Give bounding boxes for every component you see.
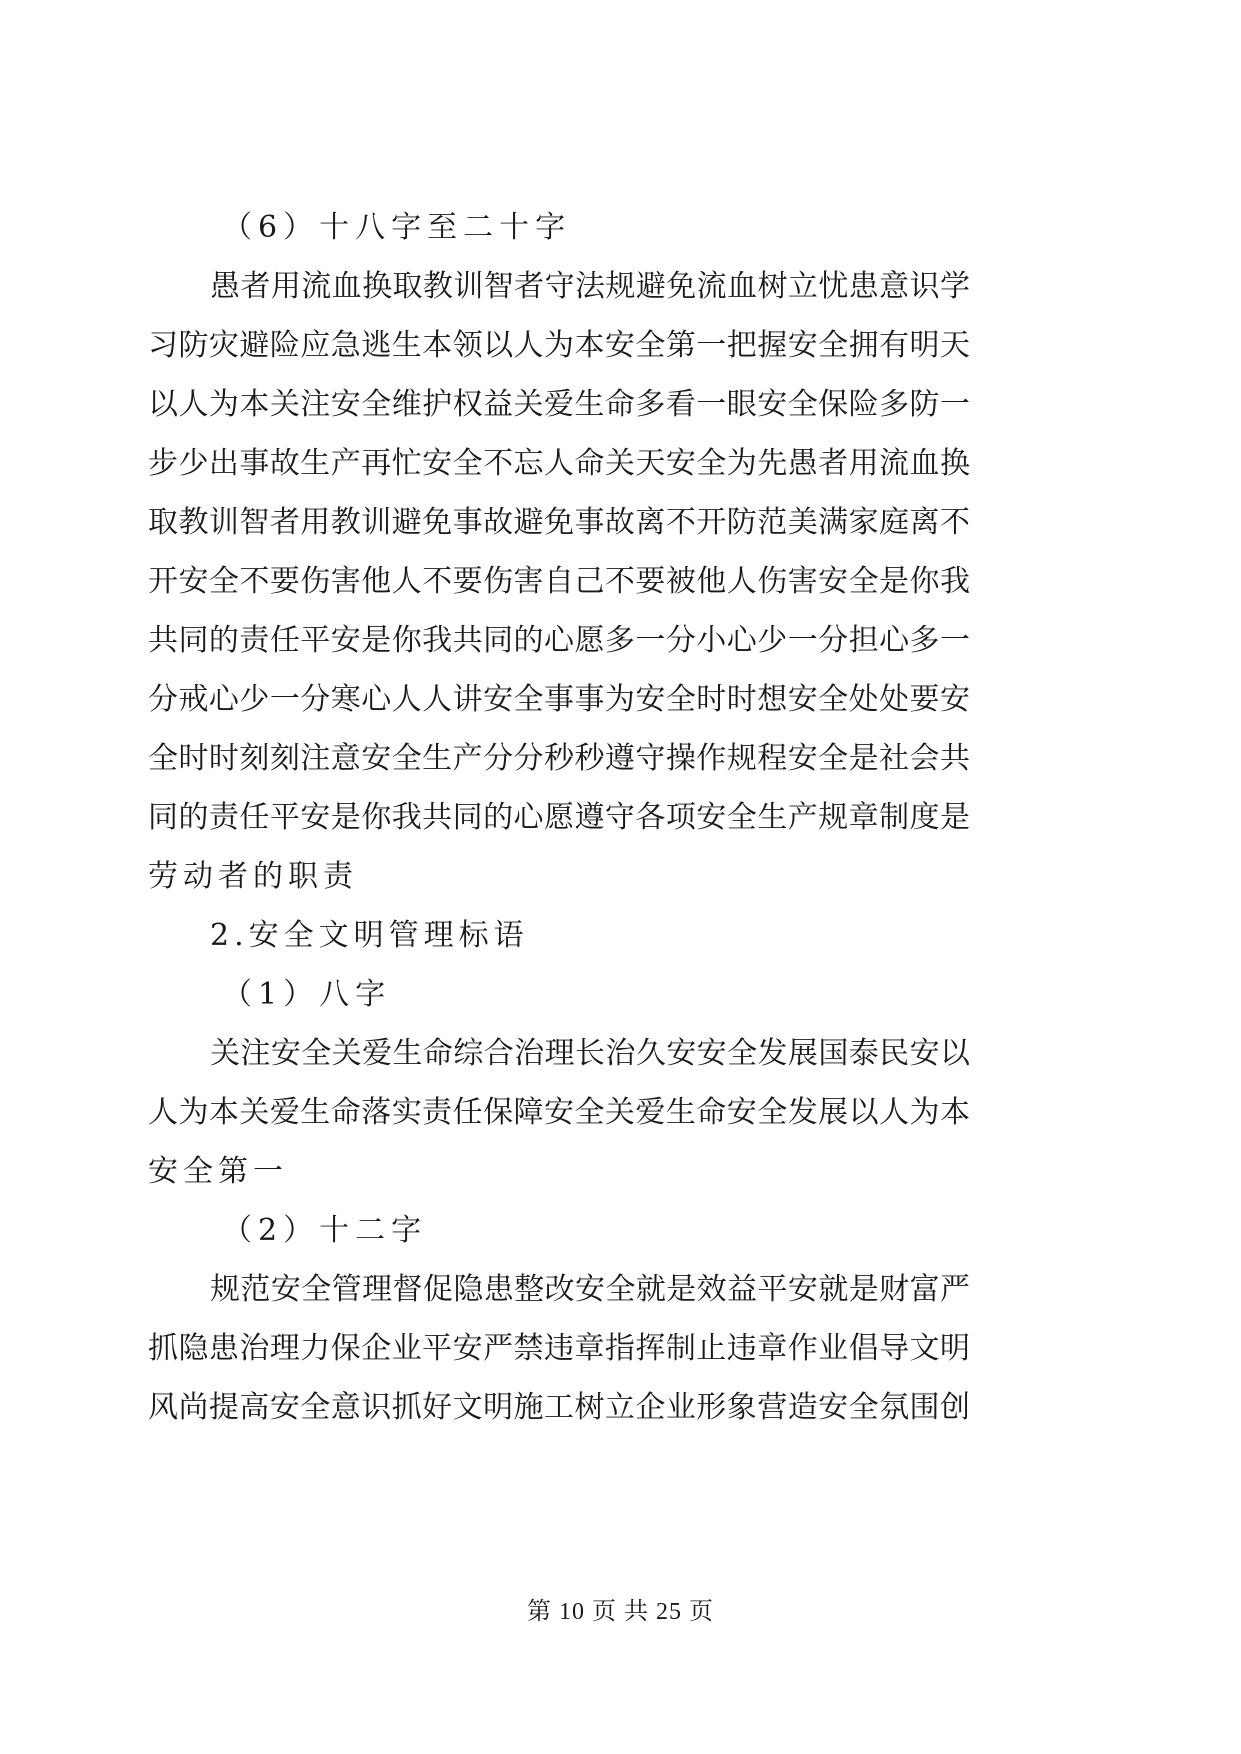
paragraph-line: 取教训智者用教训避免事故避免事故离不开防范美满家庭离不	[148, 505, 970, 540]
paragraph-line: 习防灾避险应急逃生本领以人为本安全第一把握安全拥有明天	[148, 328, 970, 363]
paragraph-line: 愚者用流血换取教训智者守法规避免流血树立忧患意识学	[210, 269, 970, 304]
page-number-footer: 第 10 页 共 25 页	[527, 1599, 714, 1625]
paragraph-line: 全时时刻刻注意安全生产分分秒秒遵守操作规程安全是社会共	[148, 741, 970, 776]
paragraph-line: 人为本关爱生命落实责任保障安全关爱生命安全发展以人为本	[148, 1095, 970, 1130]
section-heading-safety-civilization: 2.安全文明管理标语	[210, 918, 529, 953]
paragraph-line: 开安全不要伤害他人不要伤害自己不要被他人伤害安全是你我	[148, 564, 970, 599]
paragraph-line: 共同的责任平安是你我共同的心愿多一分小心少一分担心多一	[148, 623, 970, 658]
paragraph-line: 以人为本关注安全维护权益关爱生命多看一眼安全保险多防一	[148, 387, 970, 422]
paragraph-line: 风尚提高安全意识抓好文明施工树立企业形象营造安全氛围创	[148, 1390, 970, 1425]
paragraph-line: 分戒心少一分寒心人人讲安全事事为安全时时想安全处处要安	[148, 682, 970, 717]
paragraph-line: 安全第一	[148, 1154, 288, 1189]
section-heading-8-chars: （1）八字	[222, 977, 392, 1012]
paragraph-line: 规范安全管理督促隐患整改安全就是效益平安就是财富严	[210, 1272, 970, 1307]
paragraph-line: 劳动者的职责	[148, 859, 358, 894]
paragraph-line: 同的责任平安是你我共同的心愿遵守各项安全生产规章制度是	[148, 800, 970, 835]
paragraph-line: 关注安全关爱生命综合治理长治久安安全发展国泰民安以	[210, 1036, 970, 1071]
paragraph-line: 抓隐患治理力保企业平安严禁违章指挥制止违章作业倡导文明	[148, 1331, 970, 1366]
paragraph-line: 步少出事故生产再忙安全不忘人命关天安全为先愚者用流血换	[148, 446, 970, 481]
section-heading-18-20-chars: （6）十八字至二十字	[222, 210, 572, 245]
section-heading-12-chars: （2）十二字	[222, 1213, 428, 1248]
